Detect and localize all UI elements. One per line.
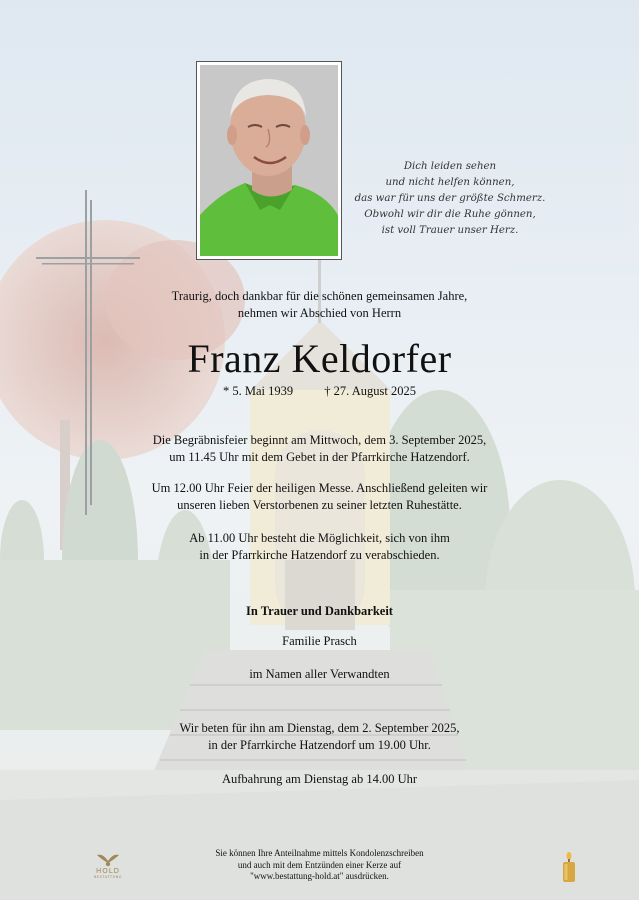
mourners-heading: In Trauer und Dankbarkeit	[246, 604, 393, 618]
angel-wings-icon	[97, 853, 119, 867]
mourners-family: Familie Prasch	[282, 634, 357, 648]
poem-line: ist voll Trauer unser Herz.	[381, 225, 519, 236]
farewell-line: Ab 11.00 Uhr besteht die Möglichkeit, sich von ihm	[189, 531, 450, 545]
poem-line: Dich leiden sehen	[403, 161, 497, 172]
footer-line: und auch mit dem Entzünden einer Kerze auf	[237, 859, 402, 870]
viewing-details: Aufbahrung am Dienstag ab 14.00 Uhr	[221, 772, 418, 786]
intro-line-1: Traurig, doch dankbar für die schönen gemeinsamen Jahre,	[171, 289, 468, 303]
logo-subtitle: BESTATTUNG	[94, 875, 122, 879]
poem-line: das war für uns der größte Schmerz.	[354, 193, 546, 204]
portrait-frame	[196, 61, 342, 260]
footer-line: Sie können Ihre Anteilnahme mittels Kondolenzschreiben	[215, 848, 424, 858]
farewell-line: in der Pfarrkirche Hatzendorf zu verabschieden.	[199, 547, 440, 562]
portrait-photo	[200, 65, 338, 256]
mass-line: unseren lieben Verstorbenen zu seiner letzten Ruhestätte.	[177, 497, 462, 512]
birth-date: * 5. Mai 1939	[223, 384, 294, 398]
mass-details	[0, 480, 639, 513]
prayer-line: in der Pfarrkirche Hatzendorf um 19.00 Uhr.	[208, 737, 431, 752]
poem-line: und nicht helfen können,	[385, 177, 515, 188]
prayer-line: Wir beten für ihn am Dienstag, dem 2. September 2025,	[179, 721, 460, 735]
funeral-line: um 11.45 Uhr mit dem Gebet in der Pfarrkirche Hatzendorf.	[169, 449, 470, 464]
farewell-details	[0, 530, 639, 563]
funeral-line: Die Begräbnisfeier beginnt am Mittwoch, dem 3. September 2025,	[152, 433, 487, 447]
prayer-details	[0, 720, 639, 753]
candle-icon[interactable]	[559, 852, 579, 884]
funeral-details	[0, 432, 639, 465]
mass-line: Um 12.00 Uhr Feier der heiligen Messe. Anschließend geleiten wir	[151, 481, 488, 495]
poem-line: Obwohl wir dir die Ruhe gönnen,	[364, 209, 536, 220]
intro-text	[0, 288, 639, 322]
intro-line-2: nehmen wir Abschied von Herrn	[237, 306, 402, 320]
mourners-relatives: im Namen aller Verwandten	[249, 667, 390, 681]
deceased-name: Franz Keldorfer	[187, 336, 452, 381]
funeral-home-logo	[86, 853, 130, 887]
life-dates	[0, 383, 639, 399]
poem	[350, 159, 550, 239]
death-date: † 27. August 2025	[324, 384, 416, 398]
footer-line: "www.bestattung-hold.at" ausdrücken.	[250, 871, 389, 881]
logo-name: HOLD	[95, 867, 121, 875]
